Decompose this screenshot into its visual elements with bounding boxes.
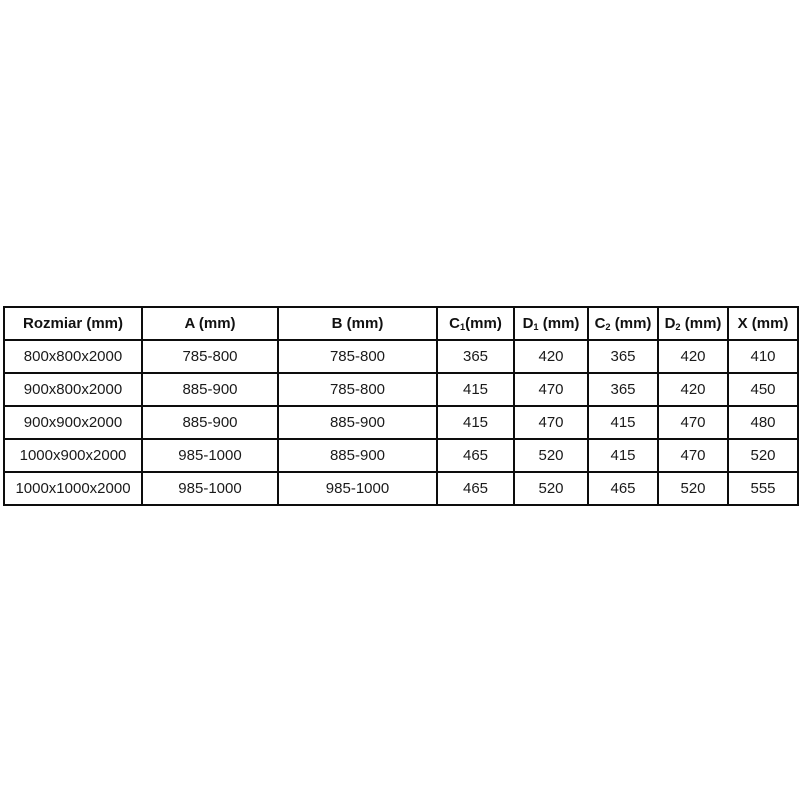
table-row [4, 340, 798, 373]
column-header: B (mm) [278, 307, 437, 340]
table-cell: 470 [658, 406, 728, 439]
table-cell: 365 [437, 340, 514, 373]
table-cell: 785-800 [278, 340, 437, 373]
column-header: A (mm) [142, 307, 278, 340]
table-cell: 415 [437, 373, 514, 406]
table-cell: 420 [658, 373, 728, 406]
table-cell: 1000x1000x2000 [4, 472, 142, 505]
table-cell: 555 [728, 472, 798, 505]
table-cell: 885-900 [278, 406, 437, 439]
table-cell: 415 [588, 406, 658, 439]
table-cell: 520 [728, 439, 798, 472]
table-cell: 800x800x2000 [4, 340, 142, 373]
table-cell: 365 [588, 340, 658, 373]
table-cell: 885-900 [142, 406, 278, 439]
header-subscript: 2 [605, 322, 611, 333]
table-cell: 520 [658, 472, 728, 505]
table-row [4, 406, 798, 439]
table-cell: 465 [588, 472, 658, 505]
column-header: $C_2$ (mm) [588, 307, 658, 340]
table-cell: 900x800x2000 [4, 373, 142, 406]
header-subscript: 1 [460, 322, 466, 333]
table-cell: 465 [437, 472, 514, 505]
table-cell: 1000x900x2000 [4, 439, 142, 472]
table-cell: 985-1000 [142, 472, 278, 505]
column-header: Rozmiar (mm) [4, 307, 142, 340]
table-cell: 785-800 [278, 373, 437, 406]
dimensions-table-container [3, 306, 797, 495]
table-cell: 985-1000 [278, 472, 437, 505]
table-cell: 470 [514, 373, 588, 406]
header-subscript: 1 [533, 322, 539, 333]
table-cell: 415 [588, 439, 658, 472]
table-row [4, 439, 798, 472]
table-cell: 420 [658, 340, 728, 373]
table-cell: 520 [514, 472, 588, 505]
table-cell: 450 [728, 373, 798, 406]
table-row [4, 373, 798, 406]
dimensions-table [3, 306, 799, 506]
table-row [4, 472, 798, 505]
header-subscript: 2 [675, 322, 681, 333]
column-header: $D_2$ (mm) [658, 307, 728, 340]
table-cell: 420 [514, 340, 588, 373]
table-cell: 985-1000 [142, 439, 278, 472]
table-cell: 470 [658, 439, 728, 472]
table-cell: 480 [728, 406, 798, 439]
table-cell: 885-900 [142, 373, 278, 406]
column-header: $C_1(mm)$ [437, 307, 514, 340]
table-cell: 900x900x2000 [4, 406, 142, 439]
table-cell: 470 [514, 406, 588, 439]
table-body [4, 340, 798, 505]
table-cell: 465 [437, 439, 514, 472]
table-cell: 365 [588, 373, 658, 406]
table-cell: 410 [728, 340, 798, 373]
column-header: $D_1$ (mm) [514, 307, 588, 340]
table-cell: 415 [437, 406, 514, 439]
table-cell: 520 [514, 439, 588, 472]
header-row [4, 307, 798, 340]
column-header: X (mm) [728, 307, 798, 340]
table-cell: 785-800 [142, 340, 278, 373]
table-cell: 885-900 [278, 439, 437, 472]
